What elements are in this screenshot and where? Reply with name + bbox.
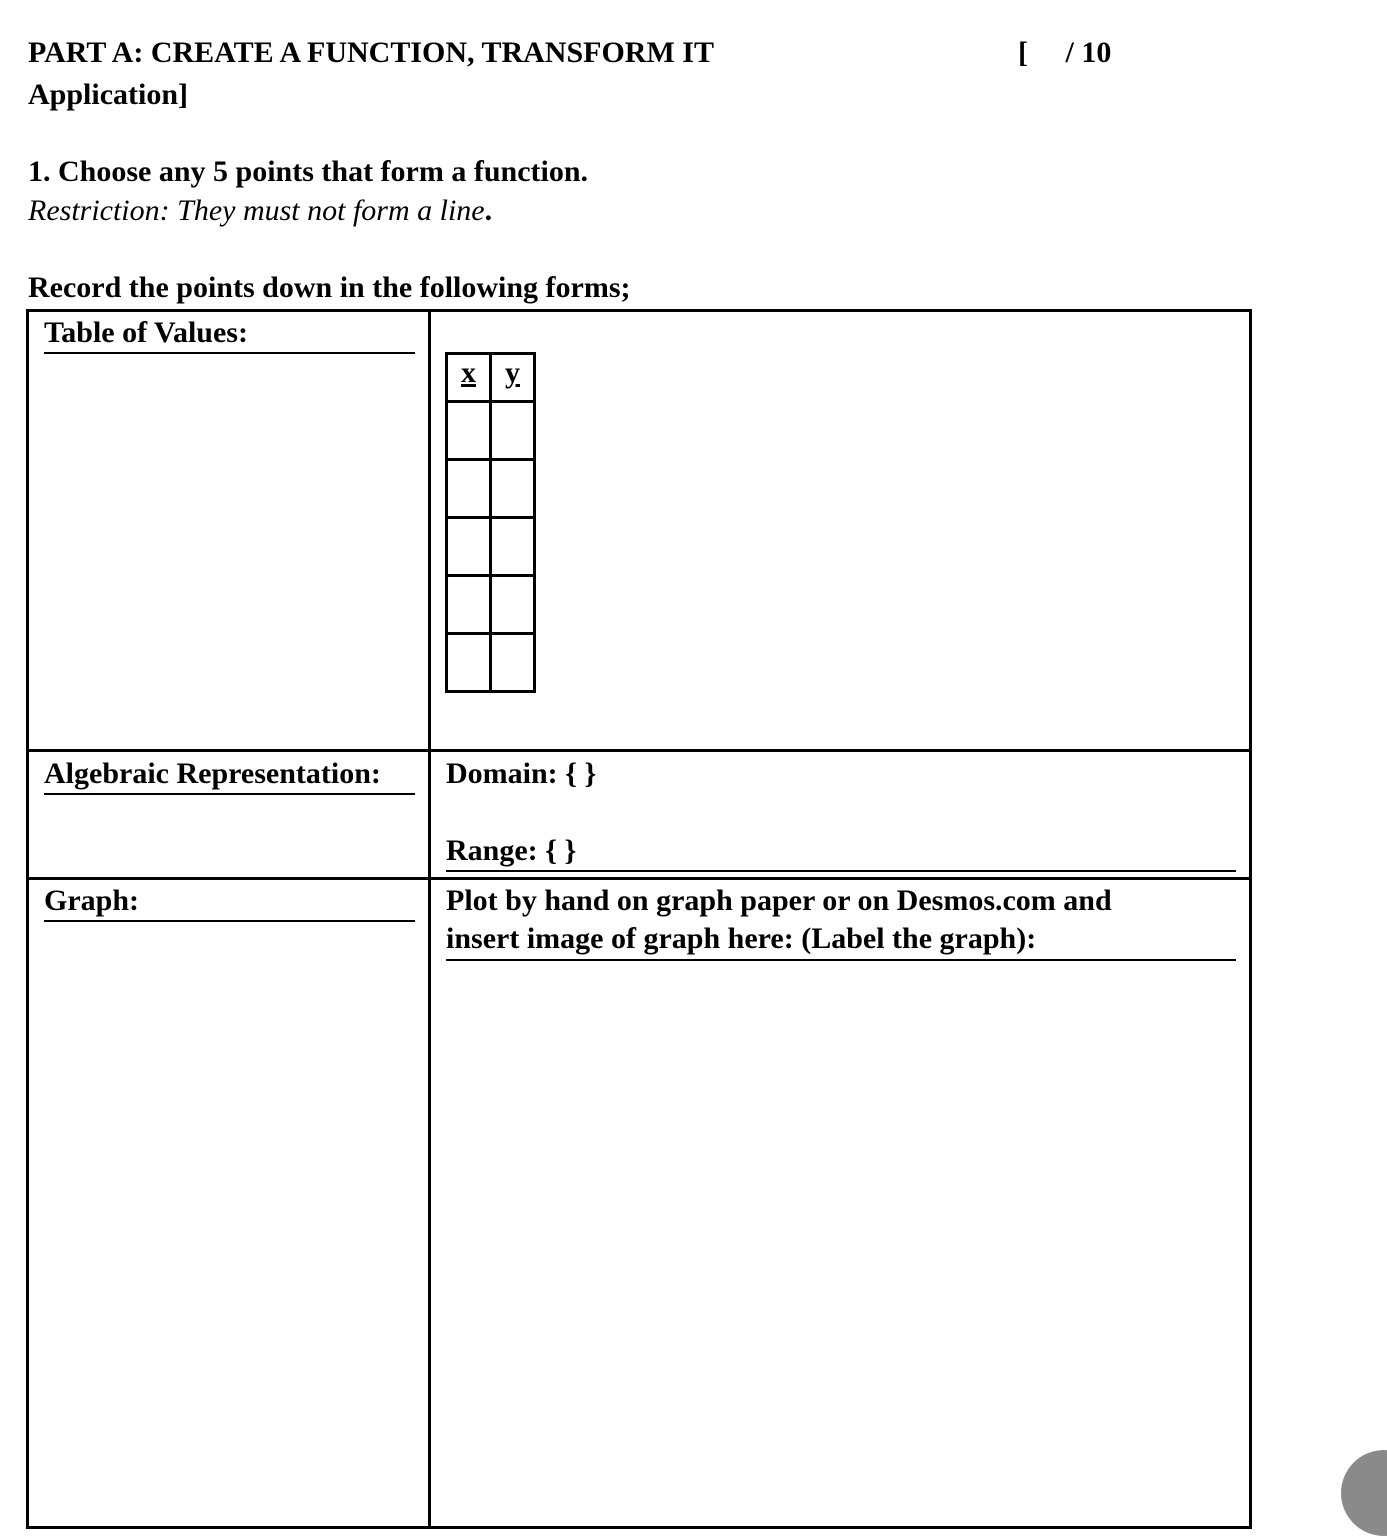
table-row	[447, 518, 535, 576]
x-cell[interactable]	[447, 634, 491, 692]
graph-label: Graph:	[44, 884, 140, 917]
algebraic-label-rule	[44, 793, 415, 795]
graph-insert-area[interactable]	[432, 965, 1248, 1495]
table-row	[447, 460, 535, 518]
part-title: PART A: CREATE A FUNCTION, TRANSFORM IT	[28, 36, 714, 69]
y-header-text: y	[505, 356, 520, 389]
question-prompt: 1. Choose any 5 points that form a function.	[28, 155, 589, 188]
table-row	[447, 576, 535, 634]
y-cell[interactable]	[491, 634, 535, 692]
graph-label-rule	[44, 920, 415, 922]
graph-instruction-line1: Plot by hand on graph paper or on Desmos.com and	[446, 884, 1112, 917]
y-cell[interactable]	[491, 402, 535, 460]
domain-field[interactable]: Domain: { }	[446, 757, 597, 790]
grid-divider-2	[26, 877, 1252, 880]
floating-action-icon[interactable]	[1341, 1450, 1387, 1536]
question-restriction	[28, 194, 492, 228]
y-cell[interactable]	[491, 460, 535, 518]
x-header	[447, 354, 491, 402]
xy-table	[445, 352, 536, 693]
score-field: [ / 10	[1018, 36, 1112, 69]
grid-divider-1	[26, 749, 1252, 752]
record-instruction: Record the points down in the following forms;	[28, 271, 631, 304]
y-cell[interactable]	[491, 518, 535, 576]
grid-divider-vertical	[428, 309, 431, 1529]
restriction-text: Restriction: They must not form a line	[28, 194, 485, 227]
table-row	[447, 634, 535, 692]
range-rule	[446, 870, 1236, 872]
table-row	[447, 402, 535, 460]
x-cell[interactable]	[447, 402, 491, 460]
y-header	[491, 354, 535, 402]
part-title-continuation: Application]	[28, 78, 189, 111]
graph-instruction-rule	[446, 959, 1236, 961]
x-header-text: x	[461, 356, 476, 389]
algebraic-representation-label: Algebraic Representation:	[44, 757, 381, 790]
table-of-values-label: Table of Values:	[44, 316, 248, 349]
x-cell[interactable]	[447, 460, 491, 518]
restriction-period: .	[484, 194, 493, 227]
x-cell[interactable]	[447, 576, 491, 634]
range-field[interactable]: Range: { }	[446, 834, 577, 867]
graph-instruction-line2: insert image of graph here: (Label the graph):	[446, 922, 1037, 955]
x-cell[interactable]	[447, 518, 491, 576]
y-cell[interactable]	[491, 576, 535, 634]
table-label-rule	[44, 352, 415, 354]
